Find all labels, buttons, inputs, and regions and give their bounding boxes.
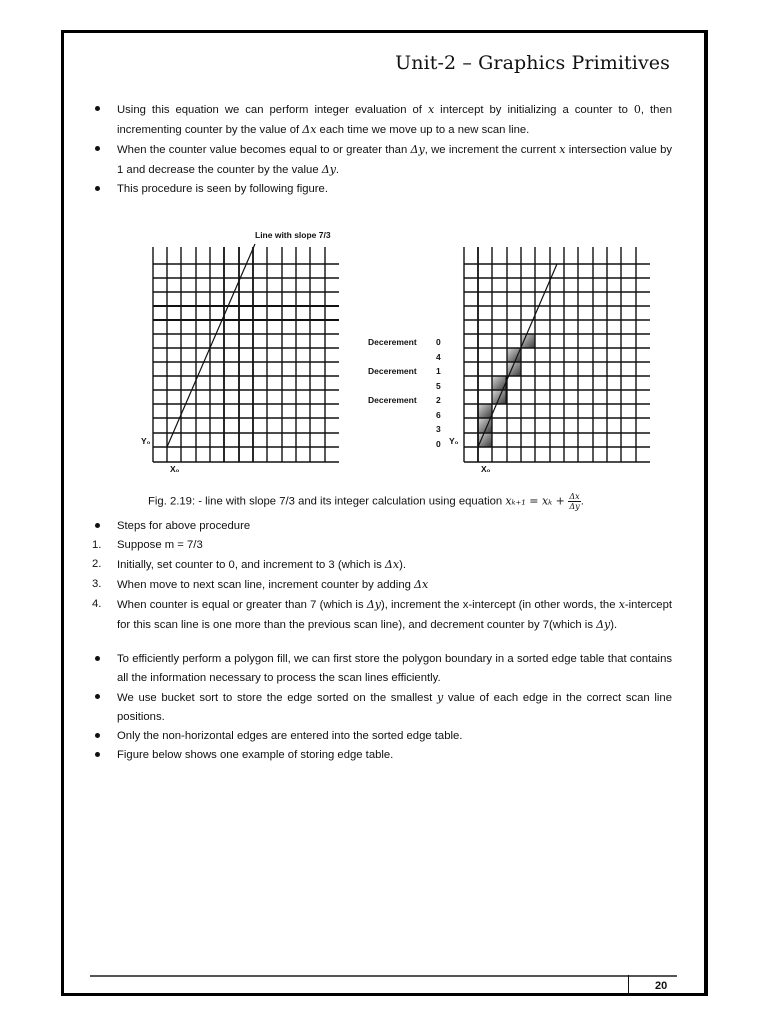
counter-row: 5 bbox=[436, 380, 441, 391]
bullet-item: This procedure is seen by following figure. bbox=[92, 180, 672, 199]
page-number: 20 bbox=[655, 980, 668, 992]
step-item: 1. Suppose m = 7/3 bbox=[92, 539, 203, 551]
counter-row: 3 bbox=[436, 424, 441, 434]
counter-row: 0 bbox=[436, 438, 441, 449]
footer-divider-tick bbox=[628, 975, 629, 995]
counter-row: Decerement 1 bbox=[368, 366, 441, 376]
bullet-icon bbox=[92, 517, 112, 536]
counter-row: 6 bbox=[436, 409, 441, 420]
outro-bullet-list bbox=[92, 650, 672, 765]
right-grid bbox=[464, 247, 650, 462]
bullet-item: Figure below shows one example of storing edge table. bbox=[92, 746, 672, 765]
step-item: 3. When move to next scan line, increment counter by adding Δx bbox=[92, 578, 429, 591]
fraction: $\frac{\Delta x}{\Delta y}$ bbox=[569, 492, 580, 511]
counter-row: Decerement 2 bbox=[368, 395, 441, 405]
left-y0-label: Y₀ bbox=[141, 436, 151, 446]
right-y0-label: Y₀ bbox=[449, 436, 459, 446]
step-item: 2. Initially, set counter to 0, and increment to 3 (which is Δx). bbox=[92, 558, 406, 571]
bullet-item: Only the non-horizontal edges are entered into the sorted edge table. bbox=[92, 727, 672, 746]
counter-row: 4 bbox=[436, 351, 441, 362]
left-grid-line-label: Line with slope 7/3 bbox=[255, 230, 331, 240]
bullet-item: Steps for above procedure bbox=[92, 517, 672, 536]
bullet-item: We use bucket sort to store the edge sorted on the smallest y value of each edge in the correct scan line positions. bbox=[92, 688, 672, 727]
page-header-title: Unit-2 – Graphics Primitives bbox=[395, 52, 670, 74]
figure-caption: Fig. 2.19: - line with slope 7/3 and its integer calculation using equation xₖ₊₁ = xₖ + $\frac{\Delta x}{\Delta y}$ . bbox=[148, 492, 584, 511]
bullet-icon bbox=[92, 746, 112, 765]
right-x0-label: X₀ bbox=[481, 464, 491, 474]
bullet-item: When the counter value becomes equal to or greater than Δy, we increment the current x intersection value by 1 and decrease the counter by the value Δy. bbox=[92, 140, 672, 180]
step-item: 4. When counter is equal or greater than 7 (which is Δy), increment the x-intercept (in other words, the x-intercept for this scan line is one more than the previous scan line), and decrement counter by 7(which is Δy). bbox=[92, 598, 672, 631]
bullet-item: To efficiently perform a polygon fill, we can first store the polygon boundary in a sorted edge table that contains all the information necessary to process the scan lines efficiently. bbox=[92, 650, 672, 688]
counter-labels bbox=[368, 335, 441, 451]
bullet-icon bbox=[92, 688, 112, 707]
left-grid bbox=[153, 244, 339, 462]
bullet-item: Using this equation we can perform integer evaluation of x intercept by initializing a counter to 0, then incrementing counter by the value of Δx each time we move up to a new scan line. bbox=[92, 100, 672, 140]
steps-list bbox=[92, 517, 672, 635]
footer-rule bbox=[90, 975, 677, 977]
counter-row: Decerement 0 bbox=[368, 337, 441, 347]
bullet-icon bbox=[92, 727, 112, 746]
bullet-icon bbox=[92, 650, 112, 669]
left-x0-label: X₀ bbox=[170, 464, 180, 474]
